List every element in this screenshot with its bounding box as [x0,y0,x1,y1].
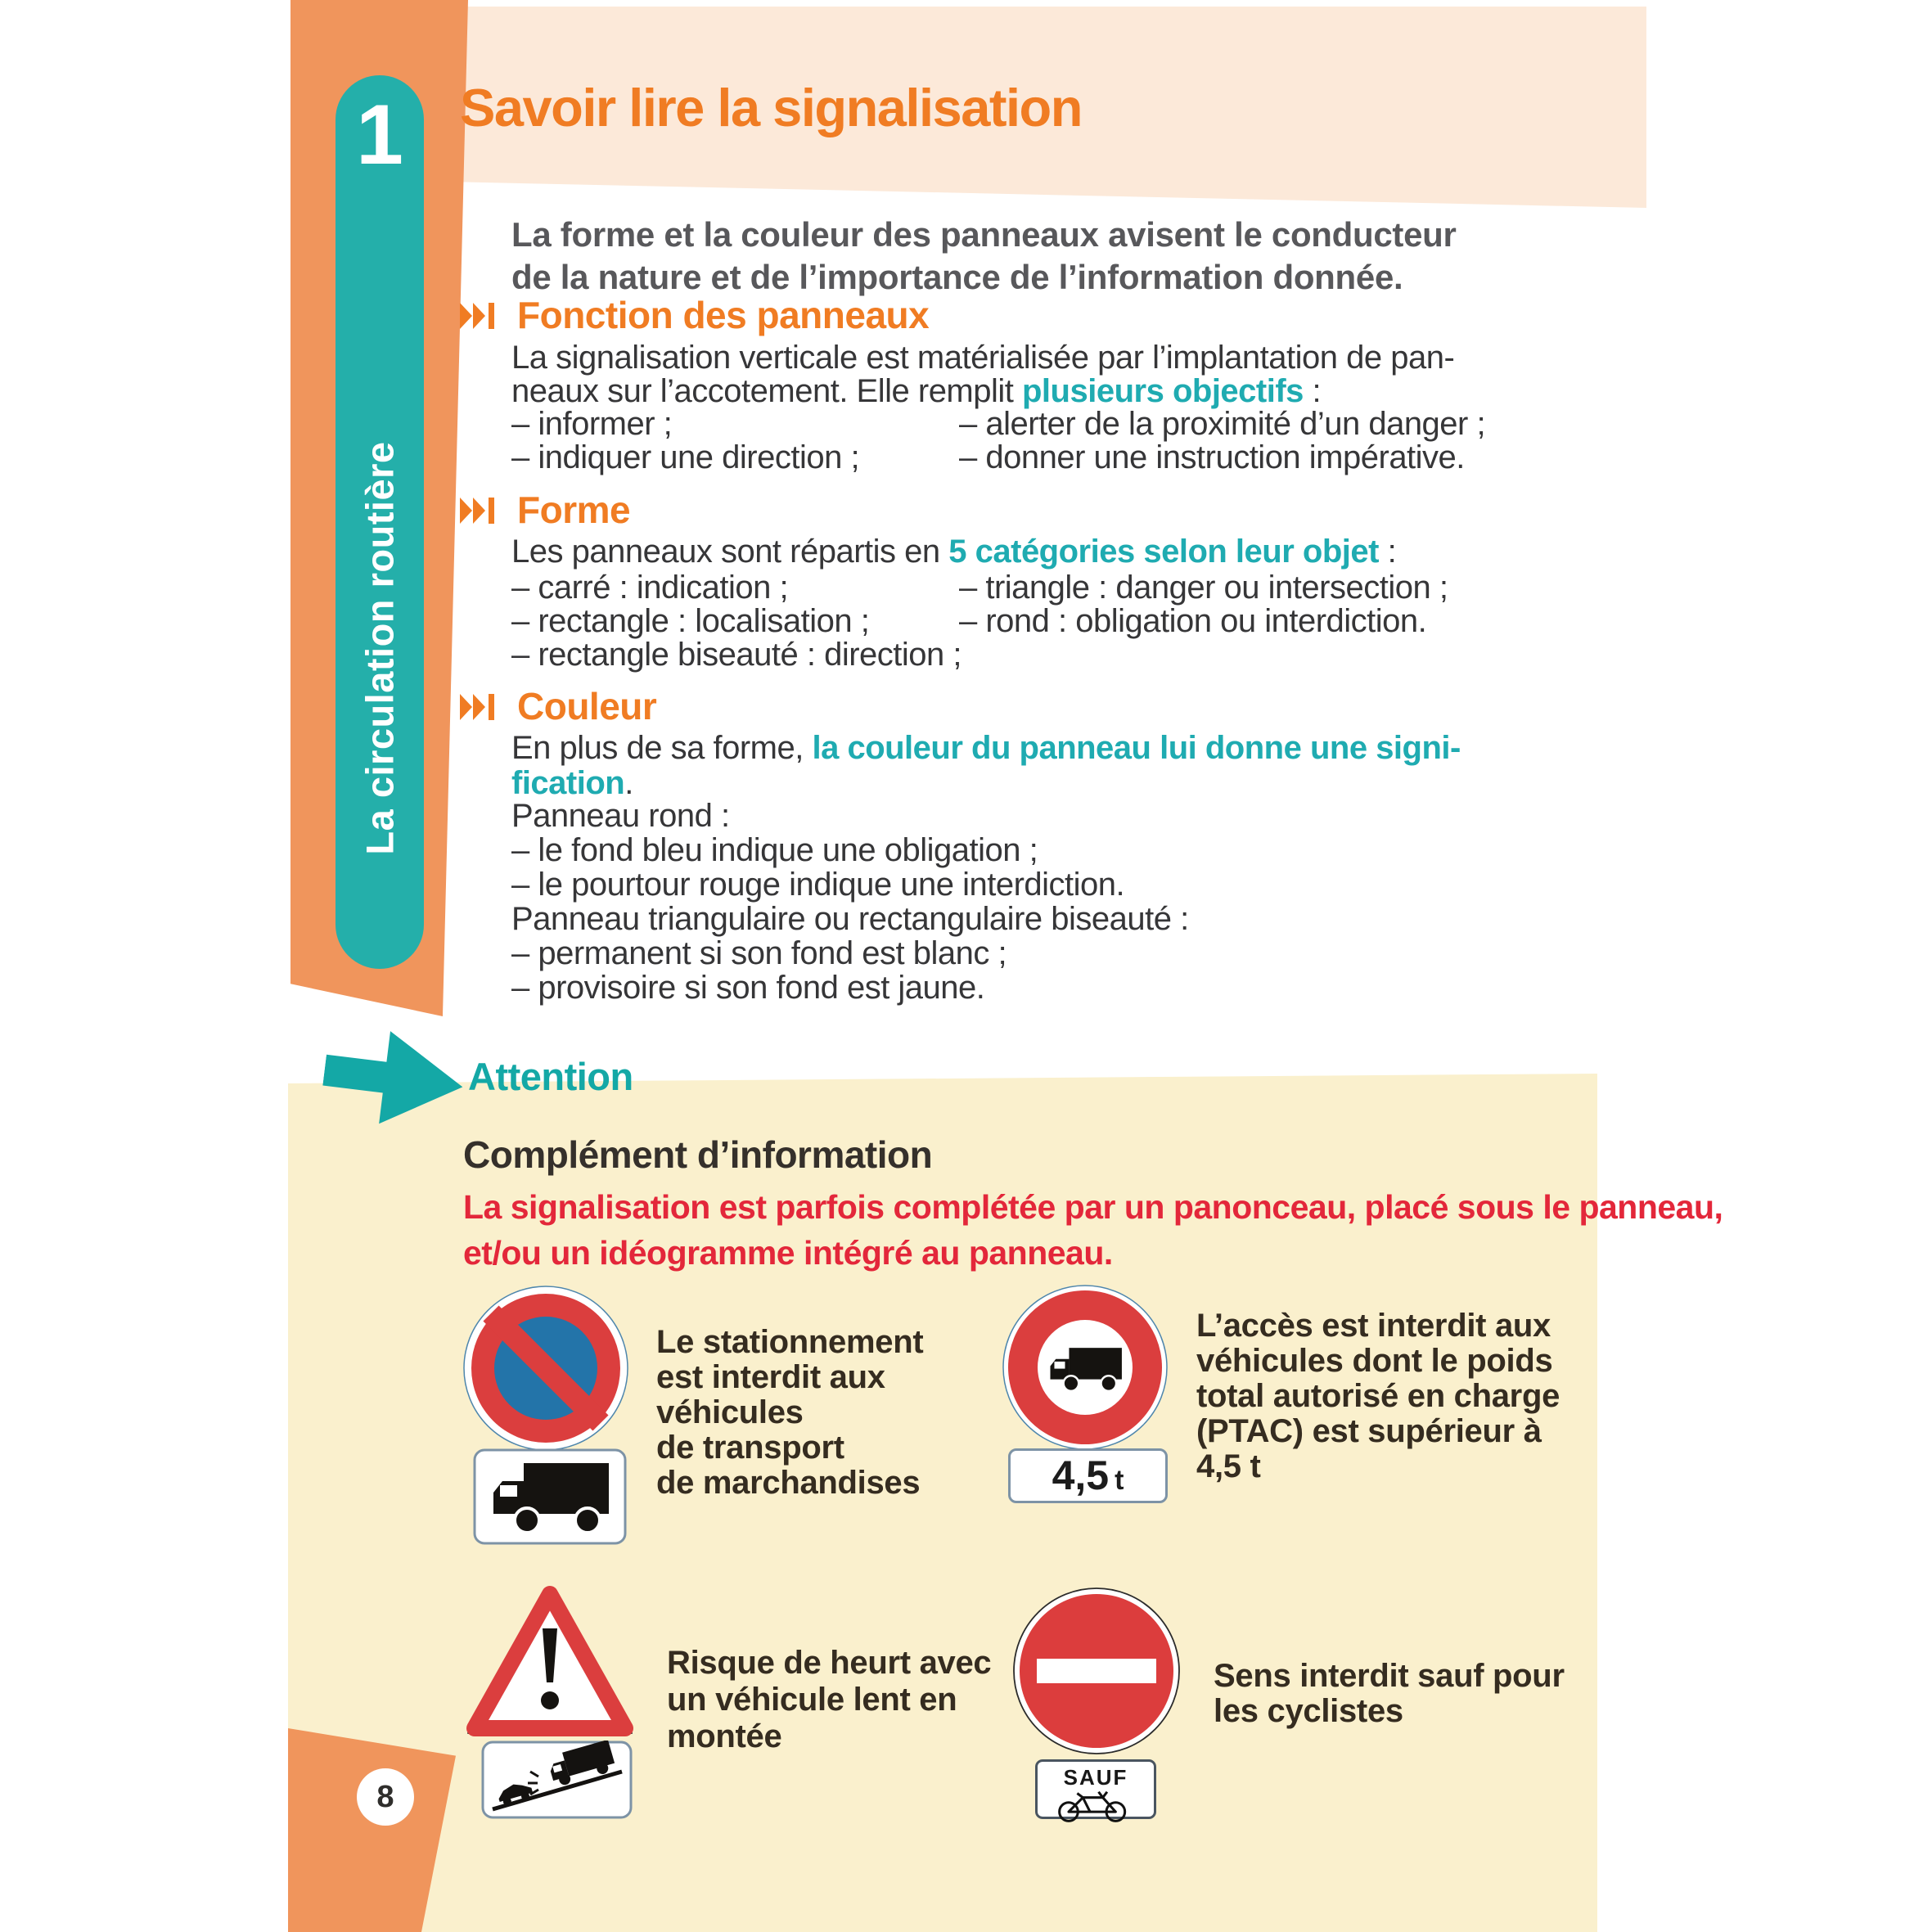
paragraph-line: La signalisation verticale est matérialisée par l’implantation de pan- [511,340,1455,376]
bullet-item: – triangle : danger ou intersection ; [959,570,1448,606]
bullet-item: – provisoire si son fond est jaune. [511,970,985,1006]
page-number: 8 [376,1779,394,1814]
section-heading-couleur: Couleur [517,685,657,727]
weight-value: 4,5 [1052,1452,1110,1498]
highlight-text: plusieurs objectifs [1022,373,1304,409]
text-segment: En plus de sa forme, [511,730,813,766]
bicycle-icon [1051,1790,1141,1823]
slow-vehicle-panonceau [481,1741,633,1819]
section-marker-icon [460,303,496,329]
paragraph-line [511,373,1321,410]
warning-triangle-sign [465,1583,635,1736]
caption-line: de marchandises [656,1465,921,1501]
highlight-text: la couleur du panneau lui donne une signi- [812,730,1461,766]
bullet-item: – informer ; [511,406,673,442]
info-box-heading: Complément d’information [463,1133,933,1176]
caption-line: véhicules dont le poids [1196,1343,1553,1379]
bullet-item: – rectangle : localisation ; [511,603,870,639]
sauf-bicycle-panonceau [1035,1759,1156,1819]
paragraph-line: Panneau rond : [511,798,730,834]
weight-panonceau [1008,1448,1168,1503]
section-heading-forme: Forme [517,489,631,531]
page-title: Savoir lire la signalisation [460,78,1082,137]
caption-line: un véhicule lent en [667,1682,957,1718]
paragraph-line [511,765,633,802]
caption-line: total autorisé en charge [1196,1378,1560,1414]
section-heading-fonction: Fonction des panneaux [517,294,930,336]
chapter-title-vertical: La circulation routière [358,441,402,855]
text-segment: : [1303,373,1322,409]
chapter-tab [336,75,424,969]
text-segment: : [1378,534,1397,570]
caption-line: les cyclistes [1214,1693,1403,1729]
caption-line: 4,5 t [1196,1448,1261,1484]
highlight-text: 5 catégories selon leur objet [948,534,1379,570]
caption-line: véhicules [656,1394,804,1430]
caption-line: (PTAC) est supérieur à [1196,1413,1542,1449]
highlight-text: fication [511,765,625,801]
info-box-red-line: et/ou un idéogramme intégré au panneau. [463,1234,1113,1272]
caption-line: Risque de heurt avec [667,1645,992,1681]
paragraph-line [511,730,1461,767]
weight-unit: t [1115,1465,1124,1496]
no-entry-sign [1013,1587,1180,1754]
text-segment: . [624,765,633,801]
bullet-item: – alerter de la proximité d’un danger ; [959,406,1486,442]
caption-line: de transport [656,1430,844,1466]
paragraph-line: Panneau triangulaire ou rectangulaire biseauté : [511,901,1189,937]
intro-line: La forme et la couleur des panneaux avisent le conducteur [511,215,1457,254]
sign-caption [656,1325,923,1501]
truck-ban-sign [1002,1285,1168,1450]
chapter-number: 1 [356,88,403,182]
caption-line: Le stationnement [656,1324,924,1360]
bullet-item: – rond : obligation ou interdiction. [959,603,1427,639]
bullet-item: – donner une instruction impérative. [959,439,1465,475]
bullet-item: – carré : indication ; [511,570,789,606]
caption-line: L’accès est interdit aux [1196,1308,1551,1344]
paragraph-line [511,534,1396,570]
intro-line: de la nature et de l’importance de l’information donnée. [511,258,1403,296]
sign-caption [1196,1308,1560,1484]
text-segment: neaux sur l’accotement. Elle remplit [511,373,1022,409]
section-marker-icon [460,498,496,524]
caption-line: montée [667,1718,782,1754]
bullet-item: – rectangle biseauté : direction ; [511,637,962,673]
truck-panonceau [473,1448,627,1545]
bullet-item: – permanent si son fond est blanc ; [511,935,1007,971]
info-box-red-line: La signalisation est parfois complétée par un panonceau, placé sous le panneau, [463,1188,1723,1226]
caption-line: est interdit aux [656,1359,885,1395]
sauf-label: SAUF [1063,1765,1128,1790]
page-number-badge [357,1768,414,1826]
text-segment: Les panneaux sont répartis en [511,534,949,570]
bullet-item: – le pourtour rouge indique une interdiction. [511,867,1125,903]
bullet-item: – indiquer une direction ; [511,439,860,475]
attention-label: Attention [468,1055,633,1098]
sign-caption [667,1645,991,1755]
sign-caption [1214,1659,1565,1729]
bullet-item: – le fond bleu indique une obligation ; [511,832,1038,868]
section-marker-icon [460,694,496,720]
caption-line: Sens interdit sauf pour [1214,1658,1565,1694]
no-parking-sign [463,1286,628,1451]
attention-arrow-icon [317,1012,470,1145]
